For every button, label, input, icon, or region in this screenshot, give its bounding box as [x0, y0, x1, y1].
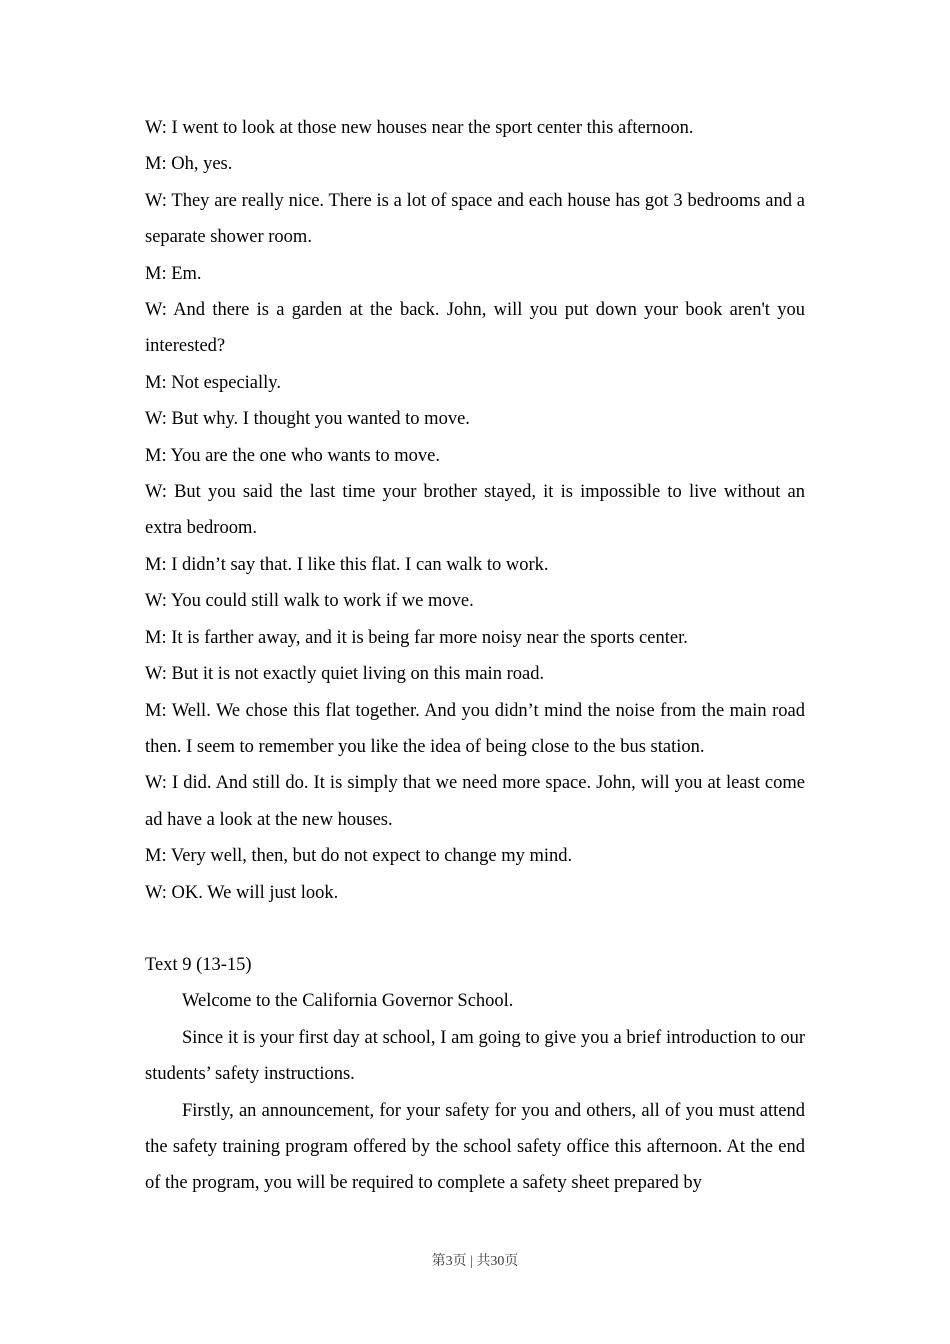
paragraph: Since it is your first day at school, I am going to give you a brief introduction to our students’ safety instructions. — [145, 1027, 805, 1085]
page-footer — [0, 1250, 950, 1270]
blank-line — [145, 911, 805, 947]
section-heading: Text 9 (13-15) — [145, 954, 252, 975]
dialogue-line: W: I did. And still do. It is simply that we need more space. John, will you at least come ad have a look at the new houses. — [145, 773, 805, 830]
dialogue-line: M: Oh, yes. — [145, 154, 233, 175]
dialogue-line: M: You are the one who wants to move. — [145, 445, 440, 466]
dialogue-line: W: But why. I thought you wanted to move. — [145, 409, 470, 430]
dialogue-line: W: You could still walk to work if we move. — [145, 591, 474, 612]
paragraph: Welcome to the California Governor School. — [182, 991, 514, 1012]
document-content — [145, 110, 805, 1202]
dialogue-line: W: They are really nice. There is a lot of space and each house has got 3 bedrooms and a separate shower room. — [145, 190, 805, 248]
dialogue-line: W: But you said the last time your brother stayed, it is impossible to live without an extra bedroom. — [145, 482, 805, 539]
dialogue-line: W: I went to look at those new houses near the sport center this afternoon. — [145, 118, 694, 138]
dialogue-line: M: Em. — [145, 263, 202, 284]
dialogue-line: W: And there is a garden at the back. John, will you put down your book aren't you interested? — [145, 300, 805, 357]
page-number-text: 第3页 | 共30页 — [431, 1254, 519, 1269]
dialogue-line: M: Well. We chose this flat together. And you didn’t mind the noise from the main road then. I seem to remember you like the idea of being close to the bus station. — [145, 700, 805, 757]
dialogue-line: M: I didn’t say that. I like this flat. I can walk to work. — [145, 554, 549, 575]
dialogue-line: W: But it is not exactly quiet living on this main road. — [145, 664, 545, 685]
paragraph: Firstly, an announcement, for your safety for you and others, all of you must attend the safety training program offered by the school safety office this afternoon. At the end of the program, you will be required to complete a safety sheet prepared by — [145, 1100, 805, 1194]
dialogue-line: M: Not especially. — [145, 372, 281, 393]
dialogue-line: M: It is farther away, and it is being far more noisy near the sports center. — [145, 627, 688, 648]
dialogue-line: W: OK. We will just look. — [145, 882, 339, 903]
dialogue-line: M: Very well, then, but do not expect to change my mind. — [145, 846, 573, 867]
